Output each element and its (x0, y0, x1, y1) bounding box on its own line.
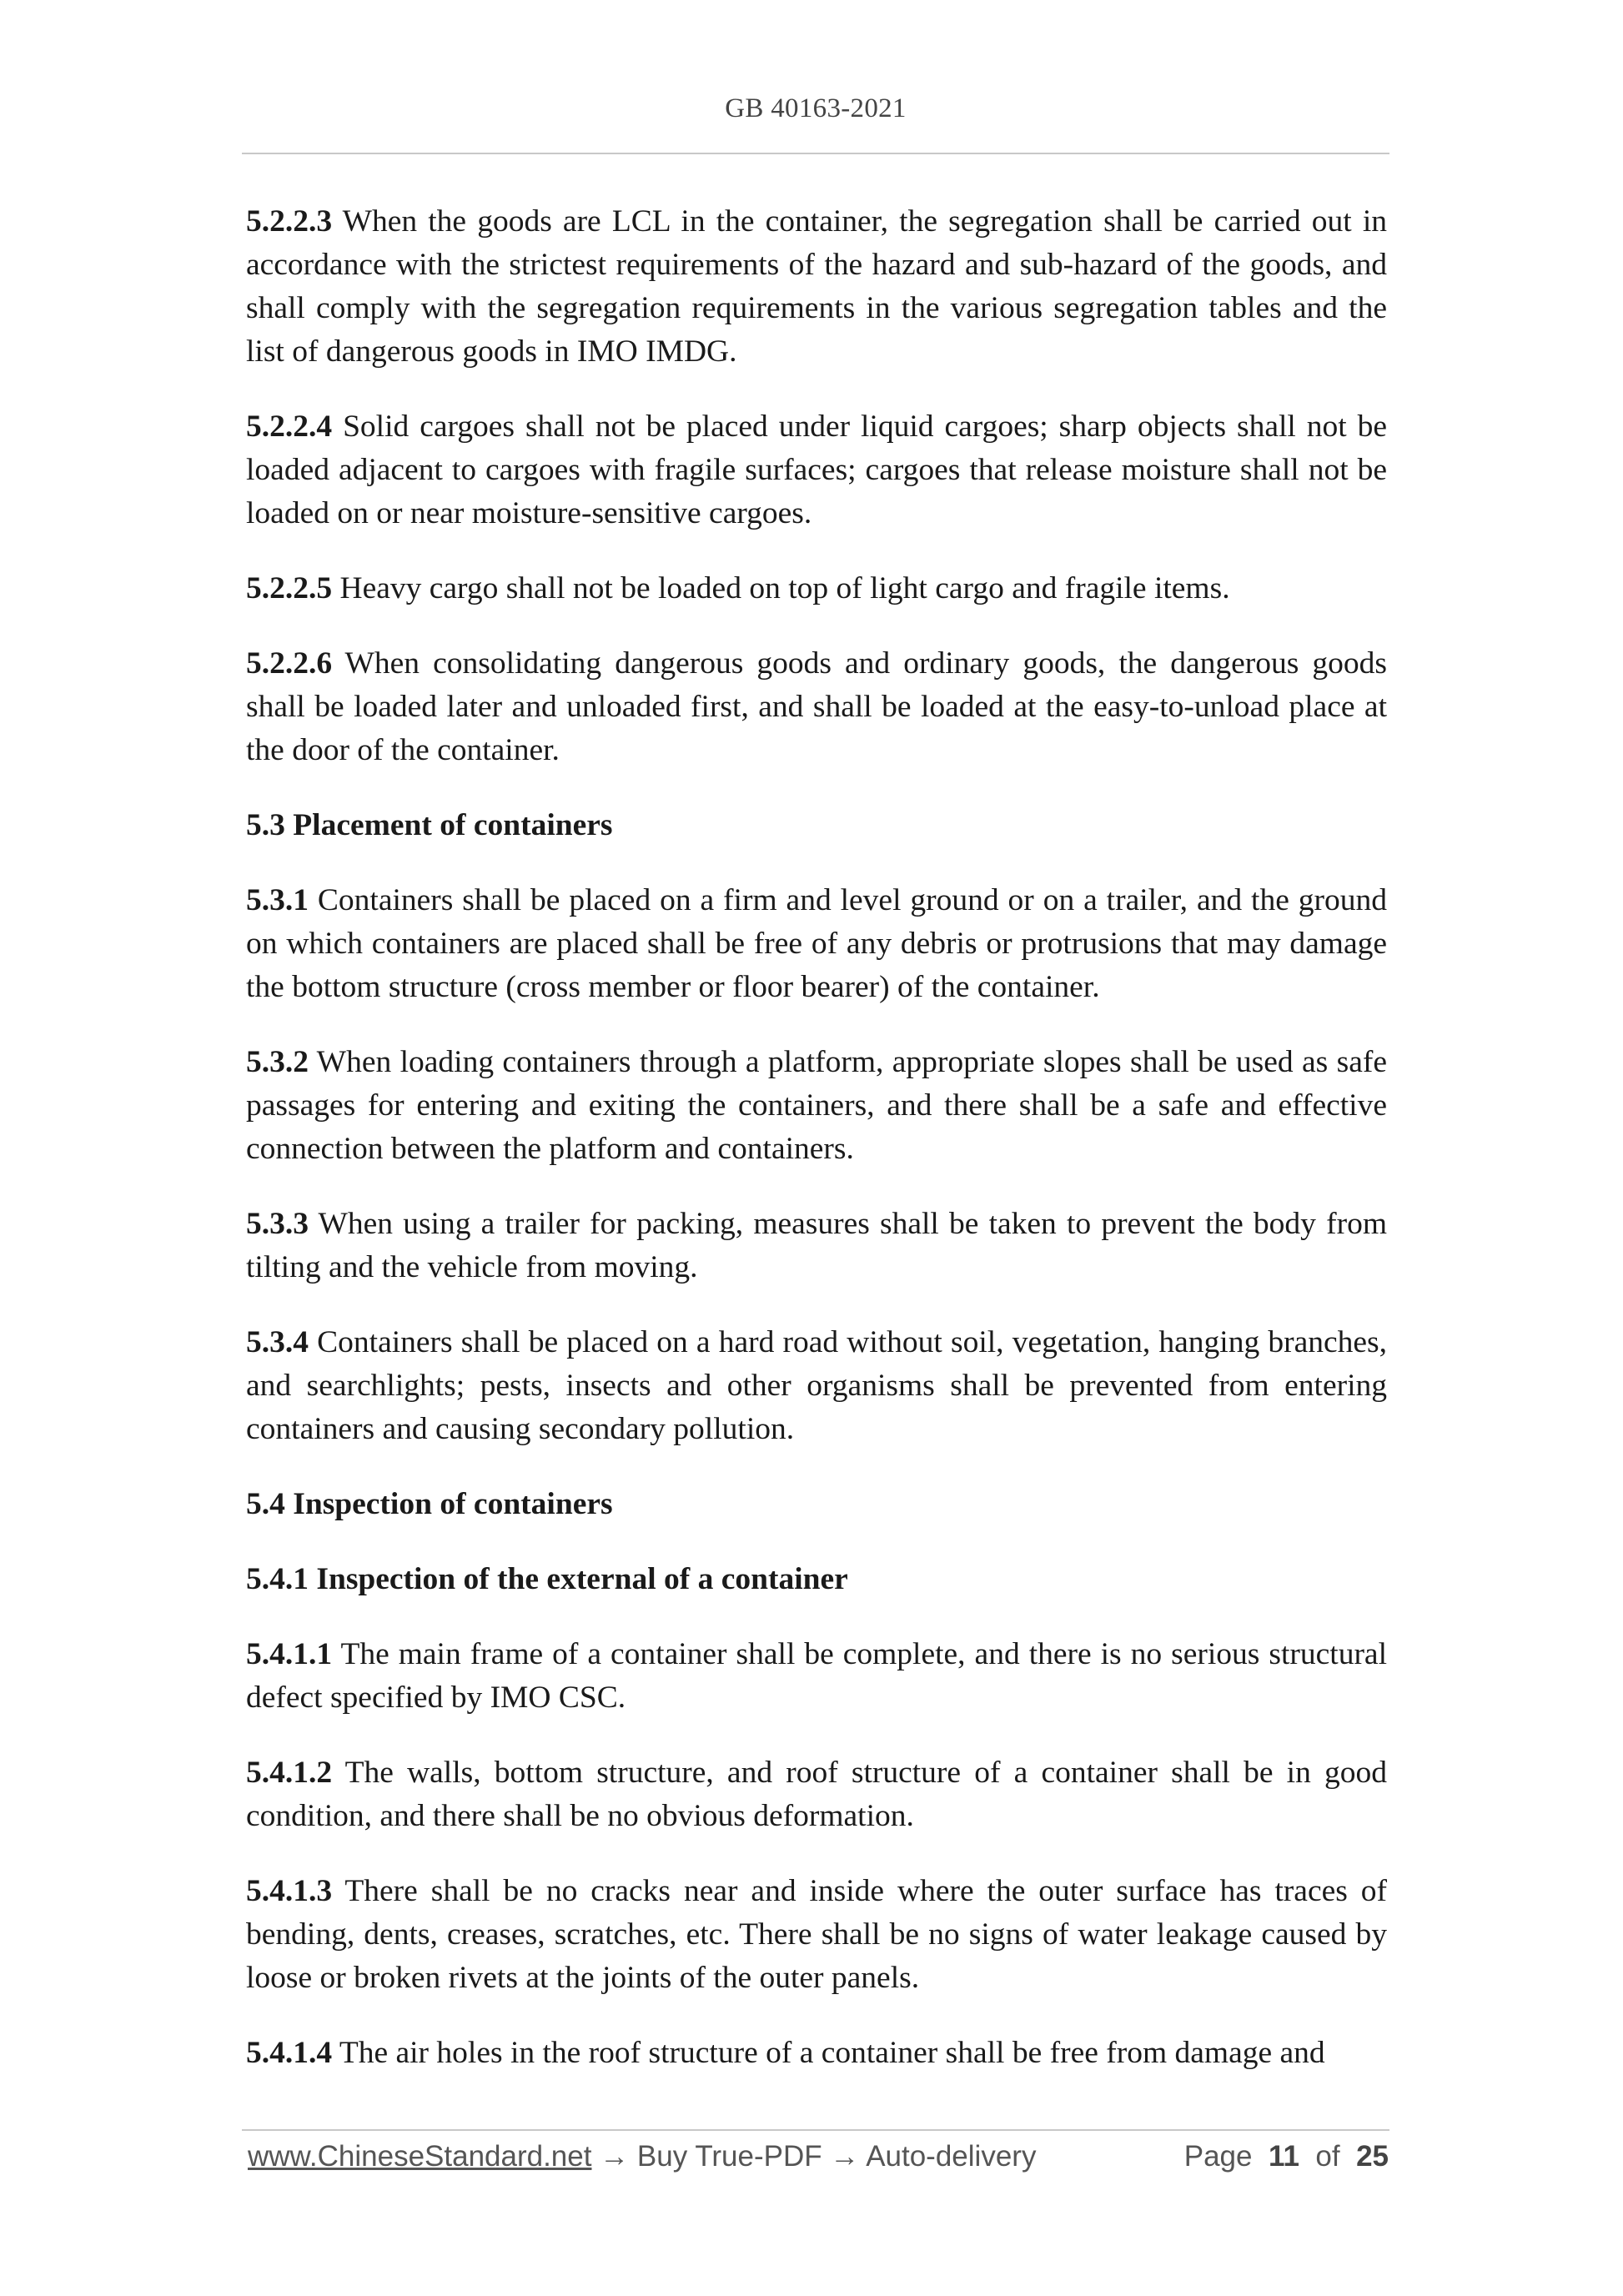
clause-number: 5.3.1 (246, 883, 309, 917)
clause-text: Containers shall be placed on a hard road without soil, vegetation, hanging branches, and searchlights; pests, insects and other organisms shall be prevented from entering containers and causing secondary pollution. (246, 1325, 1387, 1446)
footer-links (248, 2140, 1036, 2173)
section-heading: 5.4 Inspection of containers (246, 1487, 613, 1521)
page-current: 11 (1268, 2140, 1299, 2173)
clause-number: 5.3.3 (246, 1207, 309, 1241)
clause-paragraph (246, 567, 1387, 610)
clause-paragraph (246, 879, 1387, 1009)
buy-pdf-link[interactable]: Buy True-PDF (636, 2140, 822, 2173)
page-header-title: GB 40163-2021 (725, 93, 907, 123)
document-body (246, 200, 1387, 2107)
clause-text: When consolidating dangerous goods and ordinary goods, the dangerous goods shall be loaded later and unloaded first, and shall be loaded at the easy-to-unload place at the door of the container. (246, 646, 1387, 767)
clause-paragraph (246, 1751, 1387, 1838)
clause-paragraph (246, 1870, 1387, 2000)
page-of: of (1315, 2140, 1340, 2173)
arrow-icon: → (822, 2140, 867, 2173)
clause-number: 5.3.4 (246, 1325, 309, 1359)
clause-text: When the goods are LCL in the container, the segregation shall be carried out in accordance with the strictest requirements of the hazard and sub-hazard of the goods, and shall comply with the segregation requirements in the various segregation tables and the list of dangerous goods in IMO IMDG. (246, 204, 1387, 369)
clause-number: 5.4.1.2 (246, 1756, 333, 1790)
clause-number: 5.2.2.3 (246, 204, 333, 239)
clause-number: 5.2.2.5 (246, 571, 333, 605)
clause-number: 5.2.2.4 (246, 409, 333, 444)
clause-text: The walls, bottom structure, and roof structure of a container shall be in good condition, and there shall be no obvious deformation. (246, 1756, 1387, 1833)
section-heading: 5.4.1 Inspection of the external of a container (246, 1562, 848, 1596)
clause-paragraph (246, 642, 1387, 772)
clause-text: When using a trailer for packing, measures shall be taken to prevent the body from tilting and the vehicle from moving. (246, 1207, 1387, 1284)
clause-text: There shall be no cracks near and inside where the outer surface has traces of bending, dents, creases, scratches, etc. There shall be no signs of water leakage caused by loose or broken rivets at the joints of the outer panels. (246, 1874, 1387, 1995)
website-link[interactable]: www.ChineseStandard.net (248, 2140, 592, 2173)
clause-text: The air holes in the roof structure of a container shall be free from damage and (332, 2036, 1325, 2070)
clause-paragraph (246, 1203, 1387, 1289)
clause-number: 5.4.1.1 (246, 1637, 333, 1671)
arrow-icon: → (591, 2140, 637, 2173)
clause-number: 5.3.2 (246, 1045, 309, 1079)
footer-divider (242, 2129, 1389, 2131)
clause-text: The main frame of a container shall be complete, and there is no serious structural defect specified by IMO CSC. (246, 1637, 1387, 1715)
clause-text: When loading containers through a platform, appropriate slopes shall be used as safe passages for entering and exiting the containers, and there shall be a safe and effective connection between the platform and containers. (246, 1045, 1387, 1166)
auto-delivery-text: Auto-delivery (866, 2140, 1037, 2173)
clause-paragraph (246, 405, 1387, 535)
clause-number: 5.2.2.6 (246, 646, 333, 681)
clause-paragraph (246, 2032, 1387, 2075)
clause-text: Solid cargoes shall not be placed under liquid cargoes; sharp objects shall not be loaded adjacent to cargoes with fragile surfaces; cargoes that release moisture shall not be loaded on or near moisture-sensitive cargoes. (246, 409, 1387, 530)
section-heading: 5.3 Placement of containers (246, 808, 613, 842)
page-number (1184, 2140, 1389, 2173)
page-label: Page (1183, 2140, 1253, 2173)
clause-number: 5.4.1.4 (246, 2036, 333, 2070)
clause-paragraph (246, 200, 1387, 374)
clause-number: 5.4.1.3 (246, 1874, 333, 1908)
clause-text: Heavy cargo shall not be loaded on top of light cargo and fragile items. (332, 571, 1230, 605)
page-footer (248, 2140, 1389, 2182)
clause-text: Containers shall be placed on a firm and level ground or on a trailer, and the ground on which containers are placed shall be free of any debris or protrusions that may damage the bottom structure (cross member or floor bearer) of the container. (246, 883, 1387, 1004)
clause-paragraph (246, 1041, 1387, 1171)
clause-paragraph (246, 1321, 1387, 1451)
clause-paragraph (246, 1633, 1387, 1720)
header-divider (242, 153, 1389, 154)
page-total: 25 (1356, 2140, 1389, 2173)
